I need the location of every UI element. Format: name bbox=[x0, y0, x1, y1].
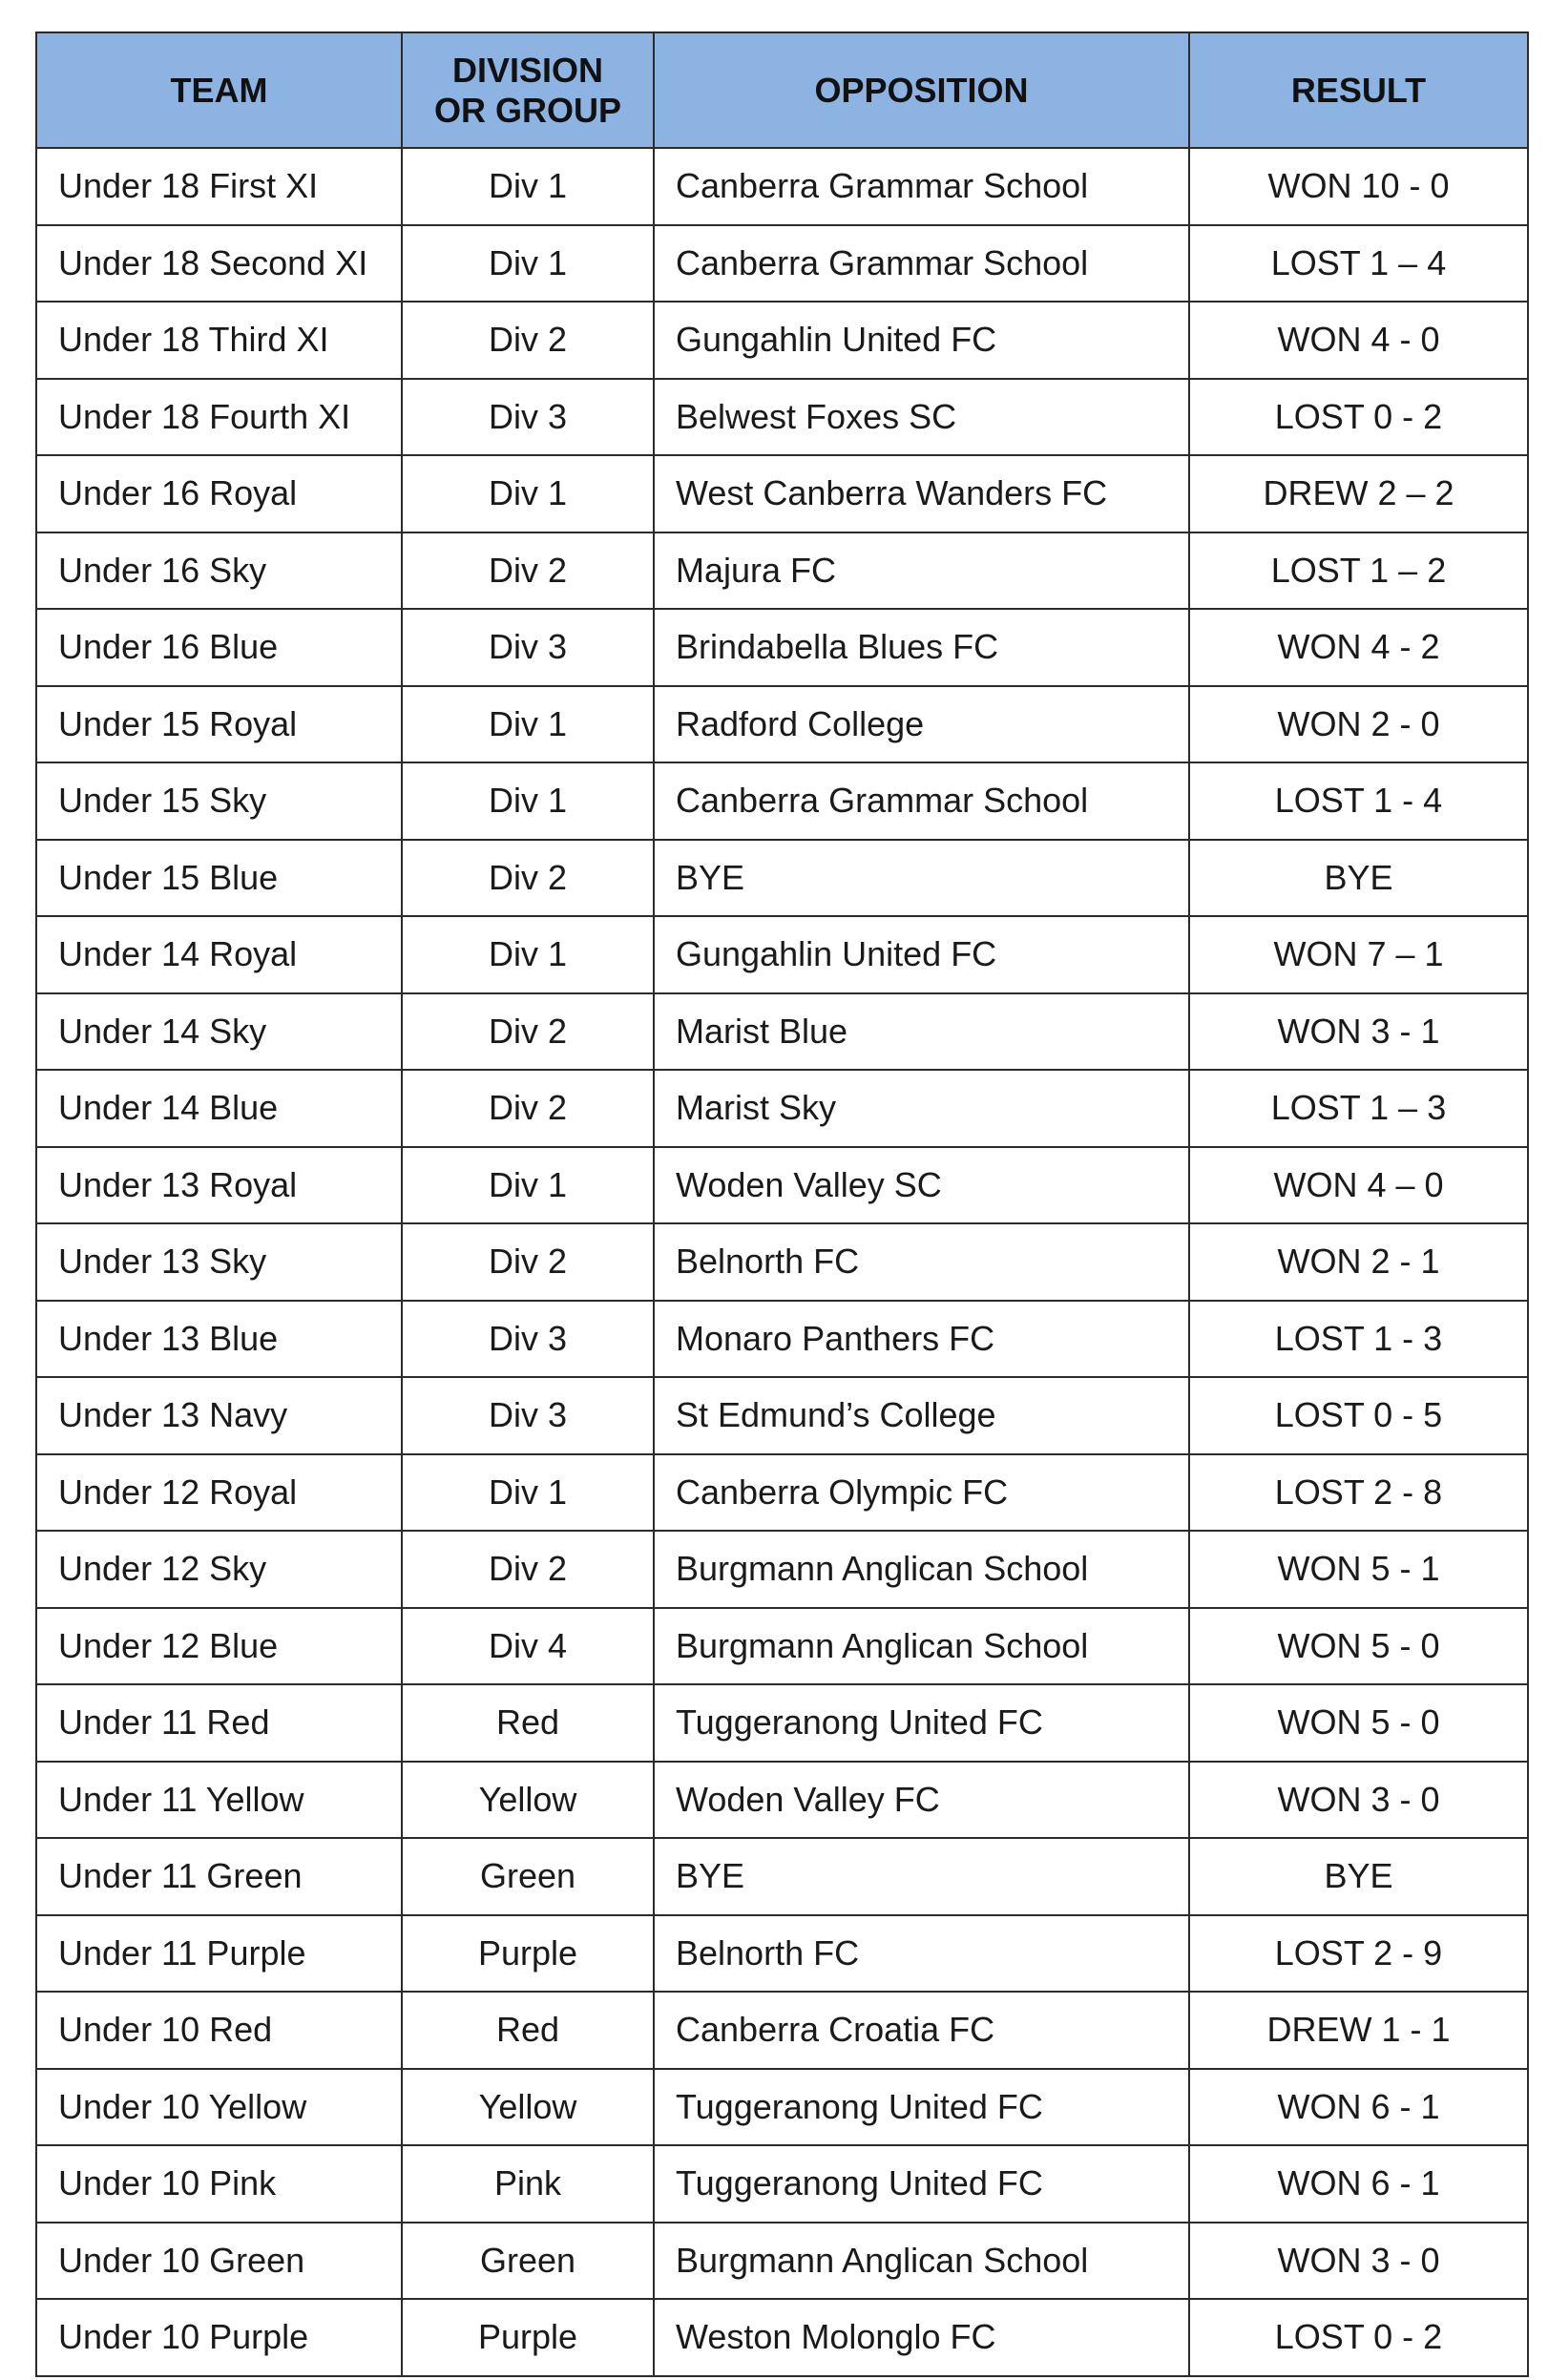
division-cell: Div 1 bbox=[402, 1147, 654, 1224]
opposition-cell: Tuggeranong United FC bbox=[654, 1684, 1189, 1762]
opposition-cell: Weston Molonglo FC bbox=[654, 2299, 1189, 2376]
division-cell: Div 1 bbox=[402, 916, 654, 993]
result-cell: BYE bbox=[1189, 1838, 1528, 1915]
result-cell: LOST 2 - 9 bbox=[1189, 1915, 1528, 1993]
division-cell: Yellow bbox=[402, 2069, 654, 2146]
opposition-cell: Canberra Grammar School bbox=[654, 762, 1189, 840]
result-cell: WON 2 - 1 bbox=[1189, 1223, 1528, 1301]
table-row bbox=[36, 302, 1528, 379]
team-cell: Under 18 First XI bbox=[36, 148, 402, 225]
table-row bbox=[36, 686, 1528, 763]
opposition-cell: Gungahlin United FC bbox=[654, 302, 1189, 379]
result-cell: DREW 1 - 1 bbox=[1189, 1992, 1528, 2069]
team-cell: Under 18 Third XI bbox=[36, 302, 402, 379]
opposition-cell: Belwest Foxes SC bbox=[654, 379, 1189, 456]
result-cell: WON 4 - 2 bbox=[1189, 609, 1528, 686]
table-row bbox=[36, 1684, 1528, 1762]
division-cell: Div 1 bbox=[402, 148, 654, 225]
team-cell: Under 13 Royal bbox=[36, 1147, 402, 1224]
opposition-cell: Burgmann Anglican School bbox=[654, 1608, 1189, 1685]
opposition-cell: Belnorth FC bbox=[654, 1223, 1189, 1301]
team-cell: Under 14 Royal bbox=[36, 916, 402, 993]
result-cell: LOST 1 - 4 bbox=[1189, 762, 1528, 840]
team-cell: Under 13 Navy bbox=[36, 1377, 402, 1454]
team-cell: Under 12 Royal bbox=[36, 1454, 402, 1532]
division-cell: Purple bbox=[402, 2299, 654, 2376]
division-cell: Div 2 bbox=[402, 532, 654, 610]
opposition-cell: Burgmann Anglican School bbox=[654, 1531, 1189, 1608]
opposition-cell: Brindabella Blues FC bbox=[654, 609, 1189, 686]
result-cell: LOST 0 - 2 bbox=[1189, 2299, 1528, 2376]
team-cell: Under 15 Blue bbox=[36, 840, 402, 917]
table-row bbox=[36, 1454, 1528, 1532]
table-row bbox=[36, 1915, 1528, 1993]
opposition-cell: Woden Valley FC bbox=[654, 1762, 1189, 1839]
team-cell: Under 10 Purple bbox=[36, 2299, 402, 2376]
team-cell: Under 13 Sky bbox=[36, 1223, 402, 1301]
opposition-cell: Tuggeranong United FC bbox=[654, 2145, 1189, 2223]
table-row bbox=[36, 2069, 1528, 2146]
table-row bbox=[36, 1762, 1528, 1839]
table-row bbox=[36, 1147, 1528, 1224]
table-row bbox=[36, 1992, 1528, 2069]
result-cell: LOST 1 – 4 bbox=[1189, 225, 1528, 303]
result-cell: WON 3 - 1 bbox=[1189, 993, 1528, 1071]
result-cell: WON 2 - 0 bbox=[1189, 686, 1528, 763]
table-row bbox=[36, 225, 1528, 303]
opposition-cell: St Edmund’s College bbox=[654, 1377, 1189, 1454]
result-cell: WON 5 - 0 bbox=[1189, 1608, 1528, 1685]
table-row bbox=[36, 455, 1528, 532]
division-cell: Div 2 bbox=[402, 302, 654, 379]
result-cell: WON 3 - 0 bbox=[1189, 1762, 1528, 1839]
division-cell: Div 1 bbox=[402, 1454, 654, 1532]
team-cell: Under 10 Yellow bbox=[36, 2069, 402, 2146]
division-cell: Green bbox=[402, 2223, 654, 2300]
opposition-cell: Marist Sky bbox=[654, 1070, 1189, 1147]
opposition-cell: Tuggeranong United FC bbox=[654, 2069, 1189, 2146]
result-cell: WON 5 - 1 bbox=[1189, 1531, 1528, 1608]
team-cell: Under 11 Red bbox=[36, 1684, 402, 1762]
result-cell: LOST 1 – 2 bbox=[1189, 532, 1528, 610]
opposition-cell: Marist Blue bbox=[654, 993, 1189, 1071]
division-cell: Red bbox=[402, 1992, 654, 2069]
team-cell: Under 12 Blue bbox=[36, 1608, 402, 1685]
team-cell: Under 14 Sky bbox=[36, 993, 402, 1071]
division-cell: Div 1 bbox=[402, 225, 654, 303]
team-cell: Under 11 Yellow bbox=[36, 1762, 402, 1839]
header-row bbox=[36, 32, 1528, 148]
opposition-cell: Canberra Olympic FC bbox=[654, 1454, 1189, 1532]
result-cell: LOST 1 - 3 bbox=[1189, 1301, 1528, 1378]
header-opposition: OPPOSITION bbox=[654, 32, 1189, 148]
opposition-cell: Gungahlin United FC bbox=[654, 916, 1189, 993]
team-cell: Under 13 Blue bbox=[36, 1301, 402, 1378]
team-cell: Under 11 Green bbox=[36, 1838, 402, 1915]
table-row bbox=[36, 1608, 1528, 1685]
table-row bbox=[36, 1223, 1528, 1301]
table-row bbox=[36, 148, 1528, 225]
header-team: TEAM bbox=[36, 32, 402, 148]
table-row bbox=[36, 2223, 1528, 2300]
team-cell: Under 16 Royal bbox=[36, 455, 402, 532]
team-cell: Under 18 Second XI bbox=[36, 225, 402, 303]
division-cell: Div 1 bbox=[402, 762, 654, 840]
header-division-line2: OR GROUP bbox=[433, 90, 621, 130]
division-cell: Div 3 bbox=[402, 1377, 654, 1454]
division-cell: Purple bbox=[402, 1915, 654, 1993]
division-cell: Div 1 bbox=[402, 686, 654, 763]
opposition-cell: Belnorth FC bbox=[654, 1915, 1189, 1993]
division-cell: Div 3 bbox=[402, 1301, 654, 1378]
result-cell: WON 3 - 0 bbox=[1189, 2223, 1528, 2300]
result-cell: WON 4 - 0 bbox=[1189, 302, 1528, 379]
division-cell: Div 2 bbox=[402, 1223, 654, 1301]
opposition-cell: BYE bbox=[654, 840, 1189, 917]
opposition-cell: Canberra Grammar School bbox=[654, 225, 1189, 303]
result-cell: WON 7 – 1 bbox=[1189, 916, 1528, 993]
table-body bbox=[36, 148, 1528, 2376]
table-row bbox=[36, 762, 1528, 840]
table-row bbox=[36, 916, 1528, 993]
team-cell: Under 10 Green bbox=[36, 2223, 402, 2300]
header-division bbox=[402, 32, 654, 148]
opposition-cell: West Canberra Wanders FC bbox=[654, 455, 1189, 532]
division-cell: Div 2 bbox=[402, 1070, 654, 1147]
division-cell: Green bbox=[402, 1838, 654, 1915]
team-cell: Under 16 Blue bbox=[36, 609, 402, 686]
team-cell: Under 11 Purple bbox=[36, 1915, 402, 1993]
table-row bbox=[36, 1377, 1528, 1454]
result-cell: WON 6 - 1 bbox=[1189, 2069, 1528, 2146]
result-cell: WON 10 - 0 bbox=[1189, 148, 1528, 225]
team-cell: Under 10 Pink bbox=[36, 2145, 402, 2223]
header-division-line1: DIVISION bbox=[451, 50, 604, 90]
opposition-cell: Canberra Croatia FC bbox=[654, 1992, 1189, 2069]
team-cell: Under 14 Blue bbox=[36, 1070, 402, 1147]
opposition-cell: Majura FC bbox=[654, 532, 1189, 610]
table-row bbox=[36, 379, 1528, 456]
result-cell: LOST 0 - 2 bbox=[1189, 379, 1528, 456]
team-cell: Under 10 Red bbox=[36, 1992, 402, 2069]
table-row bbox=[36, 1531, 1528, 1608]
result-cell: BYE bbox=[1189, 840, 1528, 917]
division-cell: Red bbox=[402, 1684, 654, 1762]
result-cell: LOST 0 - 5 bbox=[1189, 1377, 1528, 1454]
result-cell: WON 4 – 0 bbox=[1189, 1147, 1528, 1224]
table-header bbox=[36, 32, 1528, 148]
team-cell: Under 15 Royal bbox=[36, 686, 402, 763]
table-row bbox=[36, 1838, 1528, 1915]
table-row bbox=[36, 1070, 1528, 1147]
opposition-cell: Canberra Grammar School bbox=[654, 148, 1189, 225]
division-cell: Div 2 bbox=[402, 840, 654, 917]
result-cell: WON 6 - 1 bbox=[1189, 2145, 1528, 2223]
result-cell: WON 5 - 0 bbox=[1189, 1684, 1528, 1762]
results-table bbox=[35, 31, 1529, 2377]
division-cell: Div 3 bbox=[402, 379, 654, 456]
team-cell: Under 16 Sky bbox=[36, 532, 402, 610]
division-cell: Div 4 bbox=[402, 1608, 654, 1685]
table-row bbox=[36, 840, 1528, 917]
division-cell: Yellow bbox=[402, 1762, 654, 1839]
opposition-cell: BYE bbox=[654, 1838, 1189, 1915]
team-cell: Under 15 Sky bbox=[36, 762, 402, 840]
opposition-cell: Monaro Panthers FC bbox=[654, 1301, 1189, 1378]
opposition-cell: Woden Valley SC bbox=[654, 1147, 1189, 1224]
division-cell: Div 3 bbox=[402, 609, 654, 686]
team-cell: Under 18 Fourth XI bbox=[36, 379, 402, 456]
division-cell: Div 2 bbox=[402, 1531, 654, 1608]
table-row bbox=[36, 1301, 1528, 1378]
table-row bbox=[36, 2145, 1528, 2223]
result-cell: LOST 2 - 8 bbox=[1189, 1454, 1528, 1532]
opposition-cell: Radford College bbox=[654, 686, 1189, 763]
table-row bbox=[36, 2299, 1528, 2376]
division-cell: Pink bbox=[402, 2145, 654, 2223]
opposition-cell: Burgmann Anglican School bbox=[654, 2223, 1189, 2300]
table-row bbox=[36, 609, 1528, 686]
table-row bbox=[36, 532, 1528, 610]
team-cell: Under 12 Sky bbox=[36, 1531, 402, 1608]
division-cell: Div 1 bbox=[402, 455, 654, 532]
result-cell: LOST 1 – 3 bbox=[1189, 1070, 1528, 1147]
table-row bbox=[36, 993, 1528, 1071]
division-cell: Div 2 bbox=[402, 993, 654, 1071]
result-cell: DREW 2 – 2 bbox=[1189, 455, 1528, 532]
header-result: RESULT bbox=[1189, 32, 1528, 148]
